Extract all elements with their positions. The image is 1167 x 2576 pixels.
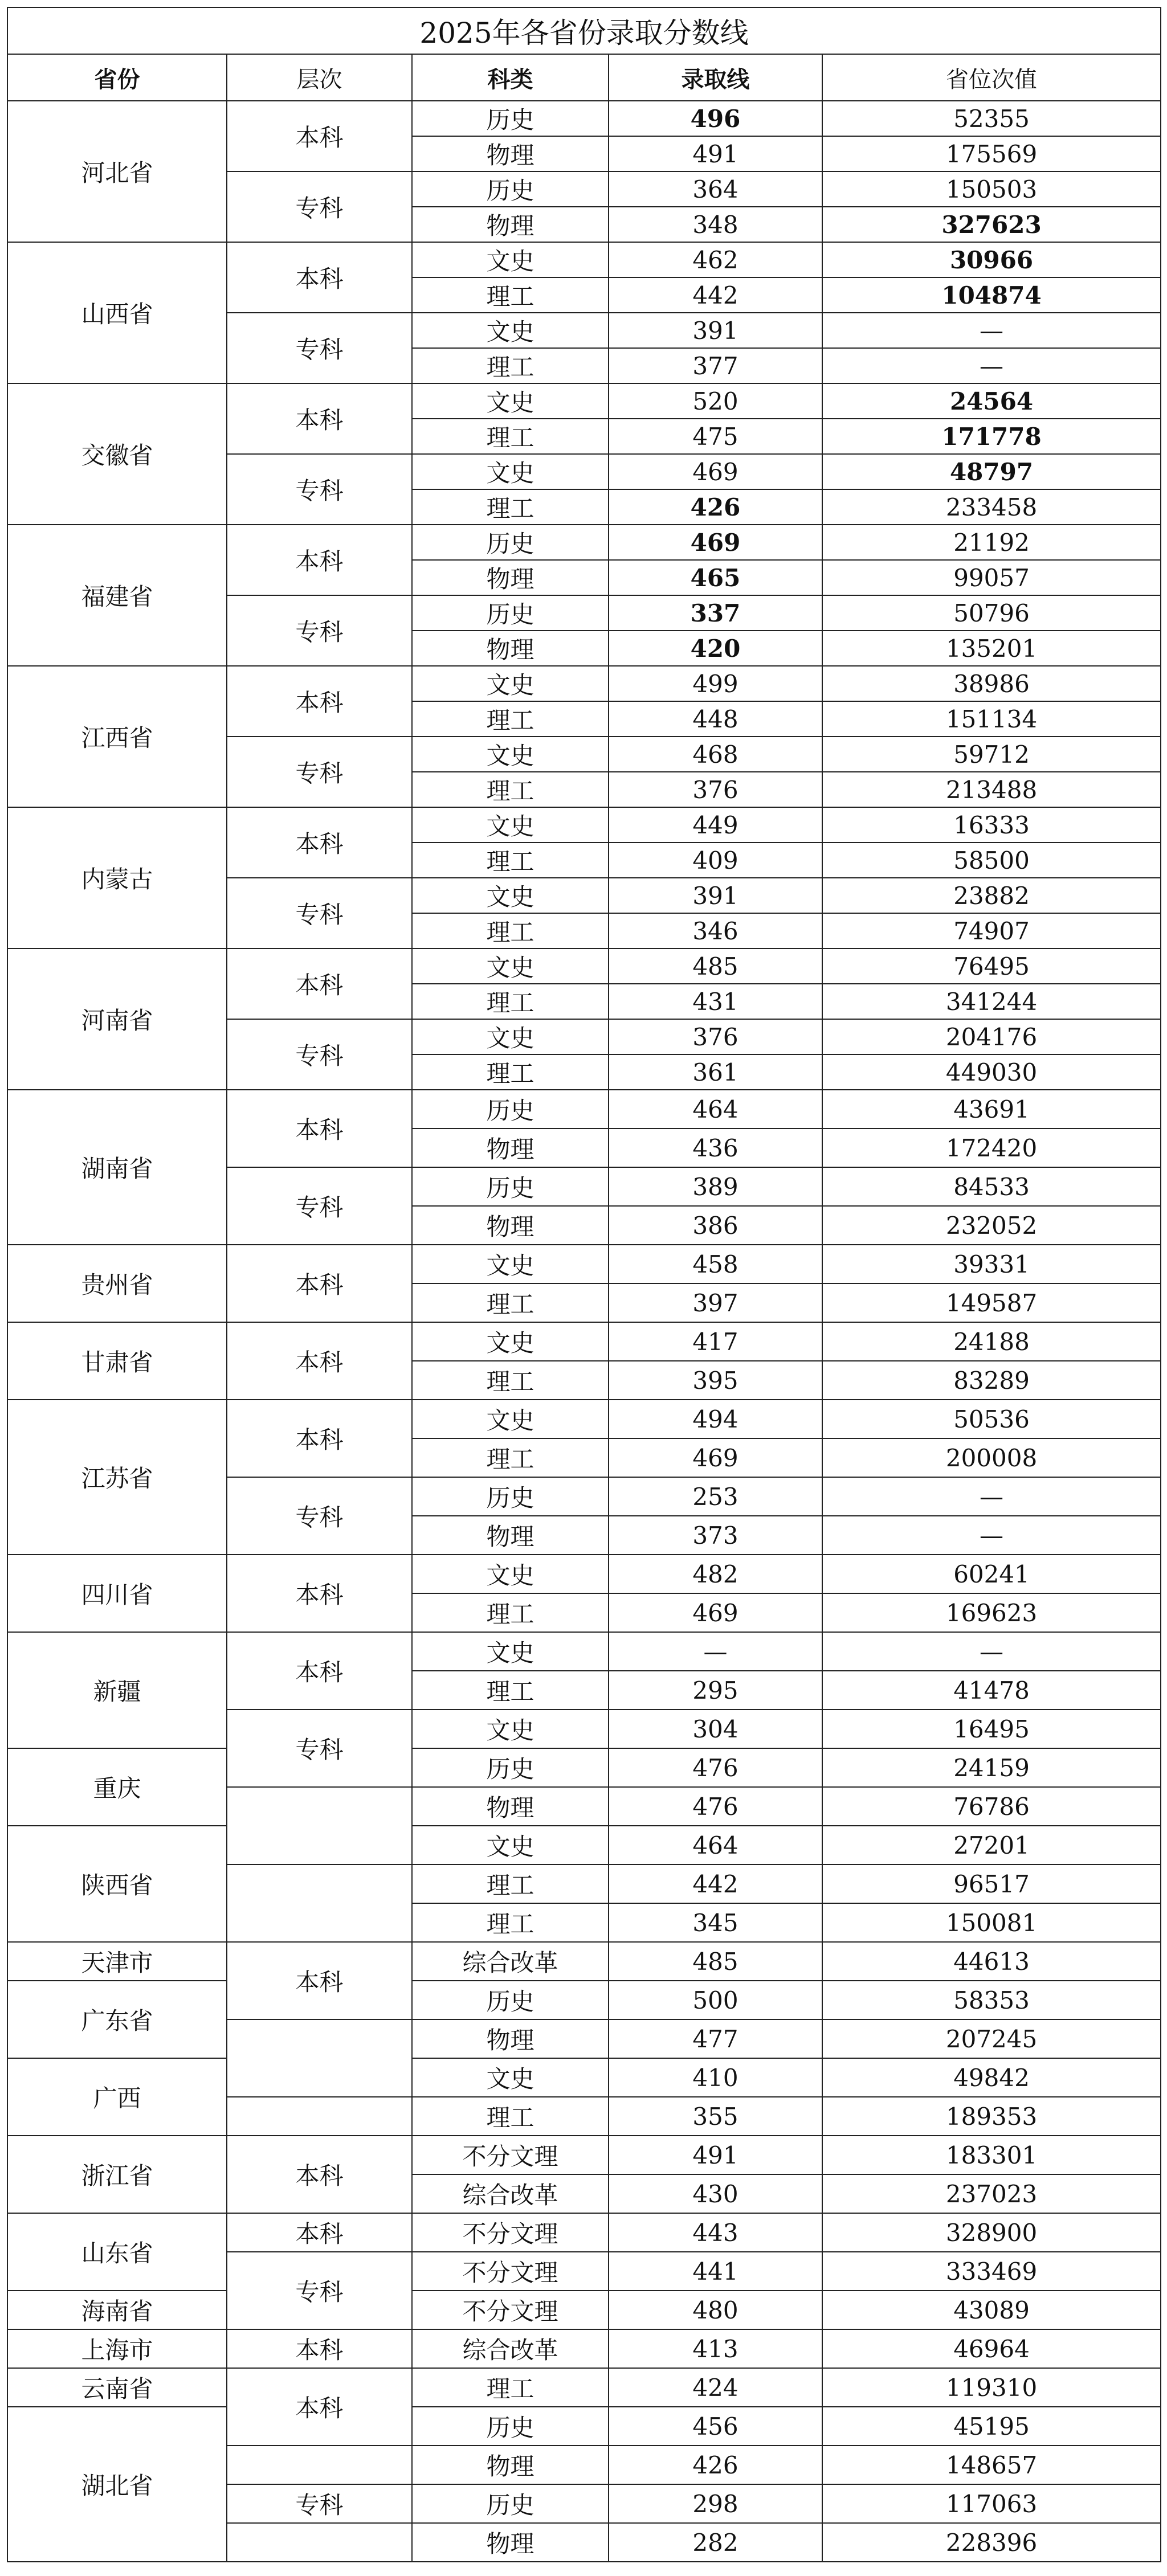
level-cell: 本科	[227, 2136, 412, 2213]
province-cell: 广东省	[7, 1981, 227, 2058]
cutoff-cell: 464	[609, 1826, 822, 1864]
cutoff-cell: 448	[609, 701, 822, 737]
level-cell: 专科	[227, 878, 412, 948]
rank-cell: 175569	[822, 136, 1161, 171]
cutoff-cell: 417	[609, 1322, 822, 1361]
province-cell: 湖南省	[7, 1090, 227, 1245]
rank-cell: 328900	[822, 2213, 1161, 2252]
category-cell: 历史	[412, 525, 609, 560]
province-cell: 内蒙古	[7, 807, 227, 948]
cutoff-cell: 409	[609, 843, 822, 878]
province-cell: 海南省	[7, 2291, 227, 2329]
category-cell: 历史	[412, 171, 609, 207]
rank-cell: 27201	[822, 1826, 1161, 1864]
cutoff-cell: 410	[609, 2058, 822, 2097]
cutoff-cell: 468	[609, 737, 822, 772]
rank-cell: 74907	[822, 913, 1161, 948]
table-row	[7, 1245, 1161, 1283]
cutoff-cell: 337	[609, 595, 822, 631]
category-cell: 理工	[412, 843, 609, 878]
cutoff-cell: 469	[609, 454, 822, 489]
category-cell: 综合改革	[412, 2329, 609, 2368]
category-cell: 历史	[412, 1477, 609, 1516]
cutoff-cell: 391	[609, 313, 822, 348]
cutoff-cell: 475	[609, 419, 822, 454]
admission-score-table	[7, 7, 1161, 2562]
rank-cell: 213488	[822, 772, 1161, 807]
cutoff-cell: 491	[609, 136, 822, 171]
cutoff-cell: 345	[609, 1903, 822, 1942]
category-cell: 文史	[412, 948, 609, 984]
category-cell: 物理	[412, 1787, 609, 1826]
rank-cell: 228396	[822, 2523, 1161, 2562]
rank-cell: 84533	[822, 1167, 1161, 1206]
rank-cell: 43089	[822, 2291, 1161, 2329]
level-cell: 专科	[227, 1167, 412, 1245]
province-cell: 浙江省	[7, 2136, 227, 2213]
cutoff-cell: 496	[609, 101, 822, 136]
rank-cell: 327623	[822, 207, 1161, 242]
table-row	[7, 1400, 1161, 1438]
rank-cell: 24159	[822, 1748, 1161, 1787]
header-province-rank: 省位次值	[822, 54, 1161, 101]
level-cell	[227, 1864, 412, 1942]
cutoff-cell: 426	[609, 2446, 822, 2484]
category-cell: 理工	[412, 348, 609, 383]
category-cell: 理工	[412, 1864, 609, 1903]
cutoff-cell: 494	[609, 1400, 822, 1438]
cutoff-cell: 253	[609, 1477, 822, 1516]
cutoff-cell: 395	[609, 1361, 822, 1400]
rank-cell: 58500	[822, 843, 1161, 878]
rank-cell: —	[822, 1477, 1161, 1516]
cutoff-cell: 348	[609, 207, 822, 242]
table-row	[7, 2213, 1161, 2252]
category-cell: 文史	[412, 313, 609, 348]
province-cell: 甘肃省	[7, 1322, 227, 1400]
category-cell: 文史	[412, 1322, 609, 1361]
province-cell: 陕西省	[7, 1826, 227, 1942]
rank-cell: 232052	[822, 1206, 1161, 1245]
table-row	[7, 1322, 1161, 1361]
cutoff-cell: 485	[609, 1942, 822, 1981]
cutoff-cell: 364	[609, 171, 822, 207]
rank-cell: 104874	[822, 277, 1161, 313]
rank-cell: —	[822, 348, 1161, 383]
category-cell: 历史	[412, 101, 609, 136]
header-row	[7, 54, 1161, 101]
cutoff-cell: 442	[609, 1864, 822, 1903]
category-cell: 物理	[412, 2446, 609, 2484]
rank-cell: 341244	[822, 984, 1161, 1019]
cutoff-cell: 346	[609, 913, 822, 948]
category-cell: 理工	[412, 1903, 609, 1942]
table-row	[7, 1090, 1161, 1128]
cutoff-cell: —	[609, 1632, 822, 1671]
cutoff-cell: 376	[609, 772, 822, 807]
category-cell: 理工	[412, 913, 609, 948]
level-cell: 本科	[227, 948, 412, 1019]
category-cell: 理工	[412, 2097, 609, 2136]
cutoff-cell: 462	[609, 242, 822, 277]
table-row	[7, 1555, 1161, 1593]
level-cell: 专科	[227, 2252, 412, 2329]
cutoff-cell: 477	[609, 2019, 822, 2058]
category-cell: 文史	[412, 1710, 609, 1748]
cutoff-cell: 499	[609, 666, 822, 701]
province-cell: 四川省	[7, 1555, 227, 1632]
table-row	[7, 1632, 1161, 1671]
rank-cell: 204176	[822, 1019, 1161, 1054]
rank-cell: 24188	[822, 1322, 1161, 1361]
category-cell: 理工	[412, 277, 609, 313]
level-cell: 本科	[227, 1245, 412, 1322]
cutoff-cell: 389	[609, 1167, 822, 1206]
cutoff-cell: 295	[609, 1671, 822, 1710]
category-cell: 文史	[412, 737, 609, 772]
province-cell: 贵州省	[7, 1245, 227, 1322]
province-cell: 广西	[7, 2058, 227, 2136]
category-cell: 不分文理	[412, 2252, 609, 2291]
table-row	[7, 525, 1161, 560]
cutoff-cell: 391	[609, 878, 822, 913]
level-cell: 本科	[227, 242, 412, 313]
level-cell: 专科	[227, 595, 412, 666]
table-row	[7, 2136, 1161, 2174]
category-cell: 历史	[412, 595, 609, 631]
rank-cell: 60241	[822, 1555, 1161, 1593]
category-cell: 理工	[412, 1361, 609, 1400]
cutoff-cell: 377	[609, 348, 822, 383]
cutoff-cell: 304	[609, 1710, 822, 1748]
header-category: 科类	[412, 54, 609, 101]
category-cell: 文史	[412, 807, 609, 843]
province-cell: 天津市	[7, 1942, 227, 1981]
province-cell: 山东省	[7, 2213, 227, 2291]
level-cell: 专科	[227, 2484, 412, 2523]
table-row	[7, 1942, 1161, 1981]
cutoff-cell: 361	[609, 1054, 822, 1090]
cutoff-cell: 386	[609, 1206, 822, 1245]
rank-cell: 148657	[822, 2446, 1161, 2484]
category-cell: 历史	[412, 2484, 609, 2523]
cutoff-cell: 424	[609, 2368, 822, 2407]
rank-cell: 237023	[822, 2174, 1161, 2213]
cutoff-cell: 413	[609, 2329, 822, 2368]
cutoff-cell: 480	[609, 2291, 822, 2329]
category-cell: 物理	[412, 1128, 609, 1167]
province-cell: 交徽省	[7, 383, 227, 525]
category-cell: 文史	[412, 242, 609, 277]
level-cell	[227, 2446, 412, 2484]
rank-cell: 59712	[822, 737, 1161, 772]
cutoff-cell: 458	[609, 1245, 822, 1283]
rank-cell: 48797	[822, 454, 1161, 489]
level-cell: 本科	[227, 1942, 412, 2019]
cutoff-cell: 456	[609, 2407, 822, 2446]
rank-cell: 171778	[822, 419, 1161, 454]
category-cell: 理工	[412, 489, 609, 525]
cutoff-cell: 469	[609, 1593, 822, 1632]
rank-cell: 46964	[822, 2329, 1161, 2368]
category-cell: 理工	[412, 701, 609, 737]
rank-cell: 52355	[822, 101, 1161, 136]
rank-cell: 50536	[822, 1400, 1161, 1438]
cutoff-cell: 442	[609, 277, 822, 313]
cutoff-cell: 376	[609, 1019, 822, 1054]
province-cell: 山西省	[7, 242, 227, 383]
rank-cell: 38986	[822, 666, 1161, 701]
cutoff-cell: 465	[609, 560, 822, 595]
level-cell: 本科	[227, 807, 412, 878]
level-cell: 专科	[227, 1477, 412, 1555]
province-cell: 云南省	[7, 2368, 227, 2407]
level-cell	[227, 2523, 412, 2562]
rank-cell: 76786	[822, 1787, 1161, 1826]
level-cell: 专科	[227, 171, 412, 242]
table-row	[7, 2368, 1161, 2407]
rank-cell: 21192	[822, 525, 1161, 560]
table-row	[7, 2329, 1161, 2368]
rank-cell: 200008	[822, 1438, 1161, 1477]
rank-cell: 39331	[822, 1245, 1161, 1283]
level-cell	[227, 1787, 412, 1864]
level-cell: 本科	[227, 2368, 412, 2446]
table-row	[7, 948, 1161, 984]
rank-cell: 58353	[822, 1981, 1161, 2019]
table-row	[7, 242, 1161, 277]
cutoff-cell: 482	[609, 1555, 822, 1593]
category-cell: 文史	[412, 1555, 609, 1593]
rank-cell: 43691	[822, 1090, 1161, 1128]
rank-cell: 50796	[822, 595, 1161, 631]
cutoff-cell: 476	[609, 1748, 822, 1787]
category-cell: 文史	[412, 383, 609, 419]
level-cell: 专科	[227, 1710, 412, 1787]
province-cell: 福建省	[7, 525, 227, 666]
rank-cell: —	[822, 313, 1161, 348]
level-cell: 本科	[227, 383, 412, 454]
rank-cell: 16333	[822, 807, 1161, 843]
category-cell: 历史	[412, 2407, 609, 2446]
level-cell: 本科	[227, 525, 412, 595]
category-cell: 文史	[412, 1826, 609, 1864]
category-cell: 理工	[412, 1283, 609, 1322]
category-cell: 理工	[412, 1671, 609, 1710]
rank-cell: 96517	[822, 1864, 1161, 1903]
table-row	[7, 101, 1161, 136]
rank-cell: 233458	[822, 489, 1161, 525]
rank-cell: 172420	[822, 1128, 1161, 1167]
cutoff-cell: 441	[609, 2252, 822, 2291]
category-cell: 不分文理	[412, 2213, 609, 2252]
table-row	[7, 666, 1161, 701]
table-row	[7, 1826, 1161, 1864]
cutoff-cell: 431	[609, 984, 822, 1019]
category-cell: 不分文理	[412, 2291, 609, 2329]
rank-cell: 150503	[822, 171, 1161, 207]
category-cell: 物理	[412, 2019, 609, 2058]
level-cell: 本科	[227, 2213, 412, 2252]
rank-cell: 151134	[822, 701, 1161, 737]
rank-cell: 23882	[822, 878, 1161, 913]
rank-cell: 149587	[822, 1283, 1161, 1322]
level-cell: 专科	[227, 737, 412, 807]
rank-cell: 117063	[822, 2484, 1161, 2523]
category-cell: 理工	[412, 772, 609, 807]
level-cell: 本科	[227, 101, 412, 171]
cutoff-cell: 436	[609, 1128, 822, 1167]
province-cell: 重庆	[7, 1748, 227, 1826]
category-cell: 物理	[412, 560, 609, 595]
category-cell: 理工	[412, 1054, 609, 1090]
province-cell: 河南省	[7, 948, 227, 1090]
rank-cell: 76495	[822, 948, 1161, 984]
rank-cell: 49842	[822, 2058, 1161, 2097]
cutoff-cell: 420	[609, 631, 822, 666]
rank-cell: —	[822, 1516, 1161, 1555]
category-cell: 不分文理	[412, 2136, 609, 2174]
rank-cell: 183301	[822, 2136, 1161, 2174]
header-cutoff-score: 录取线	[609, 54, 822, 101]
rank-cell: 449030	[822, 1054, 1161, 1090]
category-cell: 历史	[412, 1981, 609, 2019]
province-cell: 新疆	[7, 1632, 227, 1748]
table-row	[7, 807, 1161, 843]
cutoff-cell: 469	[609, 525, 822, 560]
category-cell: 理工	[412, 419, 609, 454]
category-cell: 历史	[412, 1167, 609, 1206]
level-cell: 本科	[227, 2329, 412, 2368]
rank-cell: 99057	[822, 560, 1161, 595]
level-cell: 本科	[227, 1555, 412, 1632]
level-cell: 专科	[227, 1019, 412, 1090]
level-cell: 本科	[227, 666, 412, 737]
level-cell: 本科	[227, 1322, 412, 1400]
table-body	[7, 101, 1161, 2562]
cutoff-cell: 443	[609, 2213, 822, 2252]
level-cell: 本科	[227, 1632, 412, 1710]
category-cell: 物理	[412, 136, 609, 171]
category-cell: 文史	[412, 1400, 609, 1438]
rank-cell: 189353	[822, 2097, 1161, 2136]
cutoff-cell: 426	[609, 489, 822, 525]
category-cell: 文史	[412, 878, 609, 913]
cutoff-cell: 500	[609, 1981, 822, 2019]
category-cell: 文史	[412, 1632, 609, 1671]
category-cell: 理工	[412, 1593, 609, 1632]
category-cell: 物理	[412, 1516, 609, 1555]
title-row	[7, 7, 1161, 54]
admission-score-sheet	[7, 7, 1160, 2569]
rank-cell: 83289	[822, 1361, 1161, 1400]
table-row	[7, 2058, 1161, 2097]
category-cell: 文史	[412, 666, 609, 701]
rank-cell: 16495	[822, 1710, 1161, 1748]
cutoff-cell: 520	[609, 383, 822, 419]
table-row	[7, 1748, 1161, 1787]
category-cell: 物理	[412, 1206, 609, 1245]
header-level: 层次	[227, 54, 412, 101]
level-cell	[227, 2097, 412, 2136]
cutoff-cell: 469	[609, 1438, 822, 1477]
cutoff-cell: 485	[609, 948, 822, 984]
province-cell: 湖北省	[7, 2407, 227, 2562]
rank-cell: 119310	[822, 2368, 1161, 2407]
rank-cell: 207245	[822, 2019, 1161, 2058]
level-cell: 专科	[227, 454, 412, 525]
category-cell: 物理	[412, 2523, 609, 2562]
category-cell: 历史	[412, 1090, 609, 1128]
rank-cell: 333469	[822, 2252, 1161, 2291]
cutoff-cell: 476	[609, 1787, 822, 1826]
province-cell: 江苏省	[7, 1400, 227, 1555]
cutoff-cell: 430	[609, 2174, 822, 2213]
level-cell	[227, 2019, 412, 2097]
rank-cell: 44613	[822, 1942, 1161, 1981]
category-cell: 文史	[412, 1019, 609, 1054]
province-cell: 上海市	[7, 2329, 227, 2368]
rank-cell: 41478	[822, 1671, 1161, 1710]
cutoff-cell: 449	[609, 807, 822, 843]
cutoff-cell: 298	[609, 2484, 822, 2523]
level-cell: 专科	[227, 313, 412, 383]
rank-cell: 45195	[822, 2407, 1161, 2446]
category-cell: 历史	[412, 1748, 609, 1787]
cutoff-cell: 491	[609, 2136, 822, 2174]
level-cell: 本科	[227, 1400, 412, 1477]
category-cell: 理工	[412, 1438, 609, 1477]
category-cell: 综合改革	[412, 1942, 609, 1981]
header-province: 省份	[7, 54, 227, 101]
table-title: 2025年各省份录取分数线	[7, 7, 1161, 54]
province-cell: 江西省	[7, 666, 227, 807]
rank-cell: 169623	[822, 1593, 1161, 1632]
category-cell: 文史	[412, 2058, 609, 2097]
cutoff-cell: 282	[609, 2523, 822, 2562]
rank-cell: 24564	[822, 383, 1161, 419]
table-row	[7, 2407, 1161, 2446]
category-cell: 理工	[412, 984, 609, 1019]
category-cell: 综合改革	[412, 2174, 609, 2213]
table-row	[7, 1981, 1161, 2019]
rank-cell: —	[822, 1632, 1161, 1671]
table-row	[7, 383, 1161, 419]
cutoff-cell: 373	[609, 1516, 822, 1555]
cutoff-cell: 397	[609, 1283, 822, 1322]
table-row	[7, 2291, 1161, 2329]
rank-cell: 30966	[822, 242, 1161, 277]
level-cell: 本科	[227, 1090, 412, 1167]
rank-cell: 135201	[822, 631, 1161, 666]
category-cell: 理工	[412, 2368, 609, 2407]
province-cell: 河北省	[7, 101, 227, 242]
category-cell: 物理	[412, 207, 609, 242]
cutoff-cell: 464	[609, 1090, 822, 1128]
category-cell: 文史	[412, 454, 609, 489]
cutoff-cell: 355	[609, 2097, 822, 2136]
category-cell: 物理	[412, 631, 609, 666]
rank-cell: 150081	[822, 1903, 1161, 1942]
category-cell: 文史	[412, 1245, 609, 1283]
